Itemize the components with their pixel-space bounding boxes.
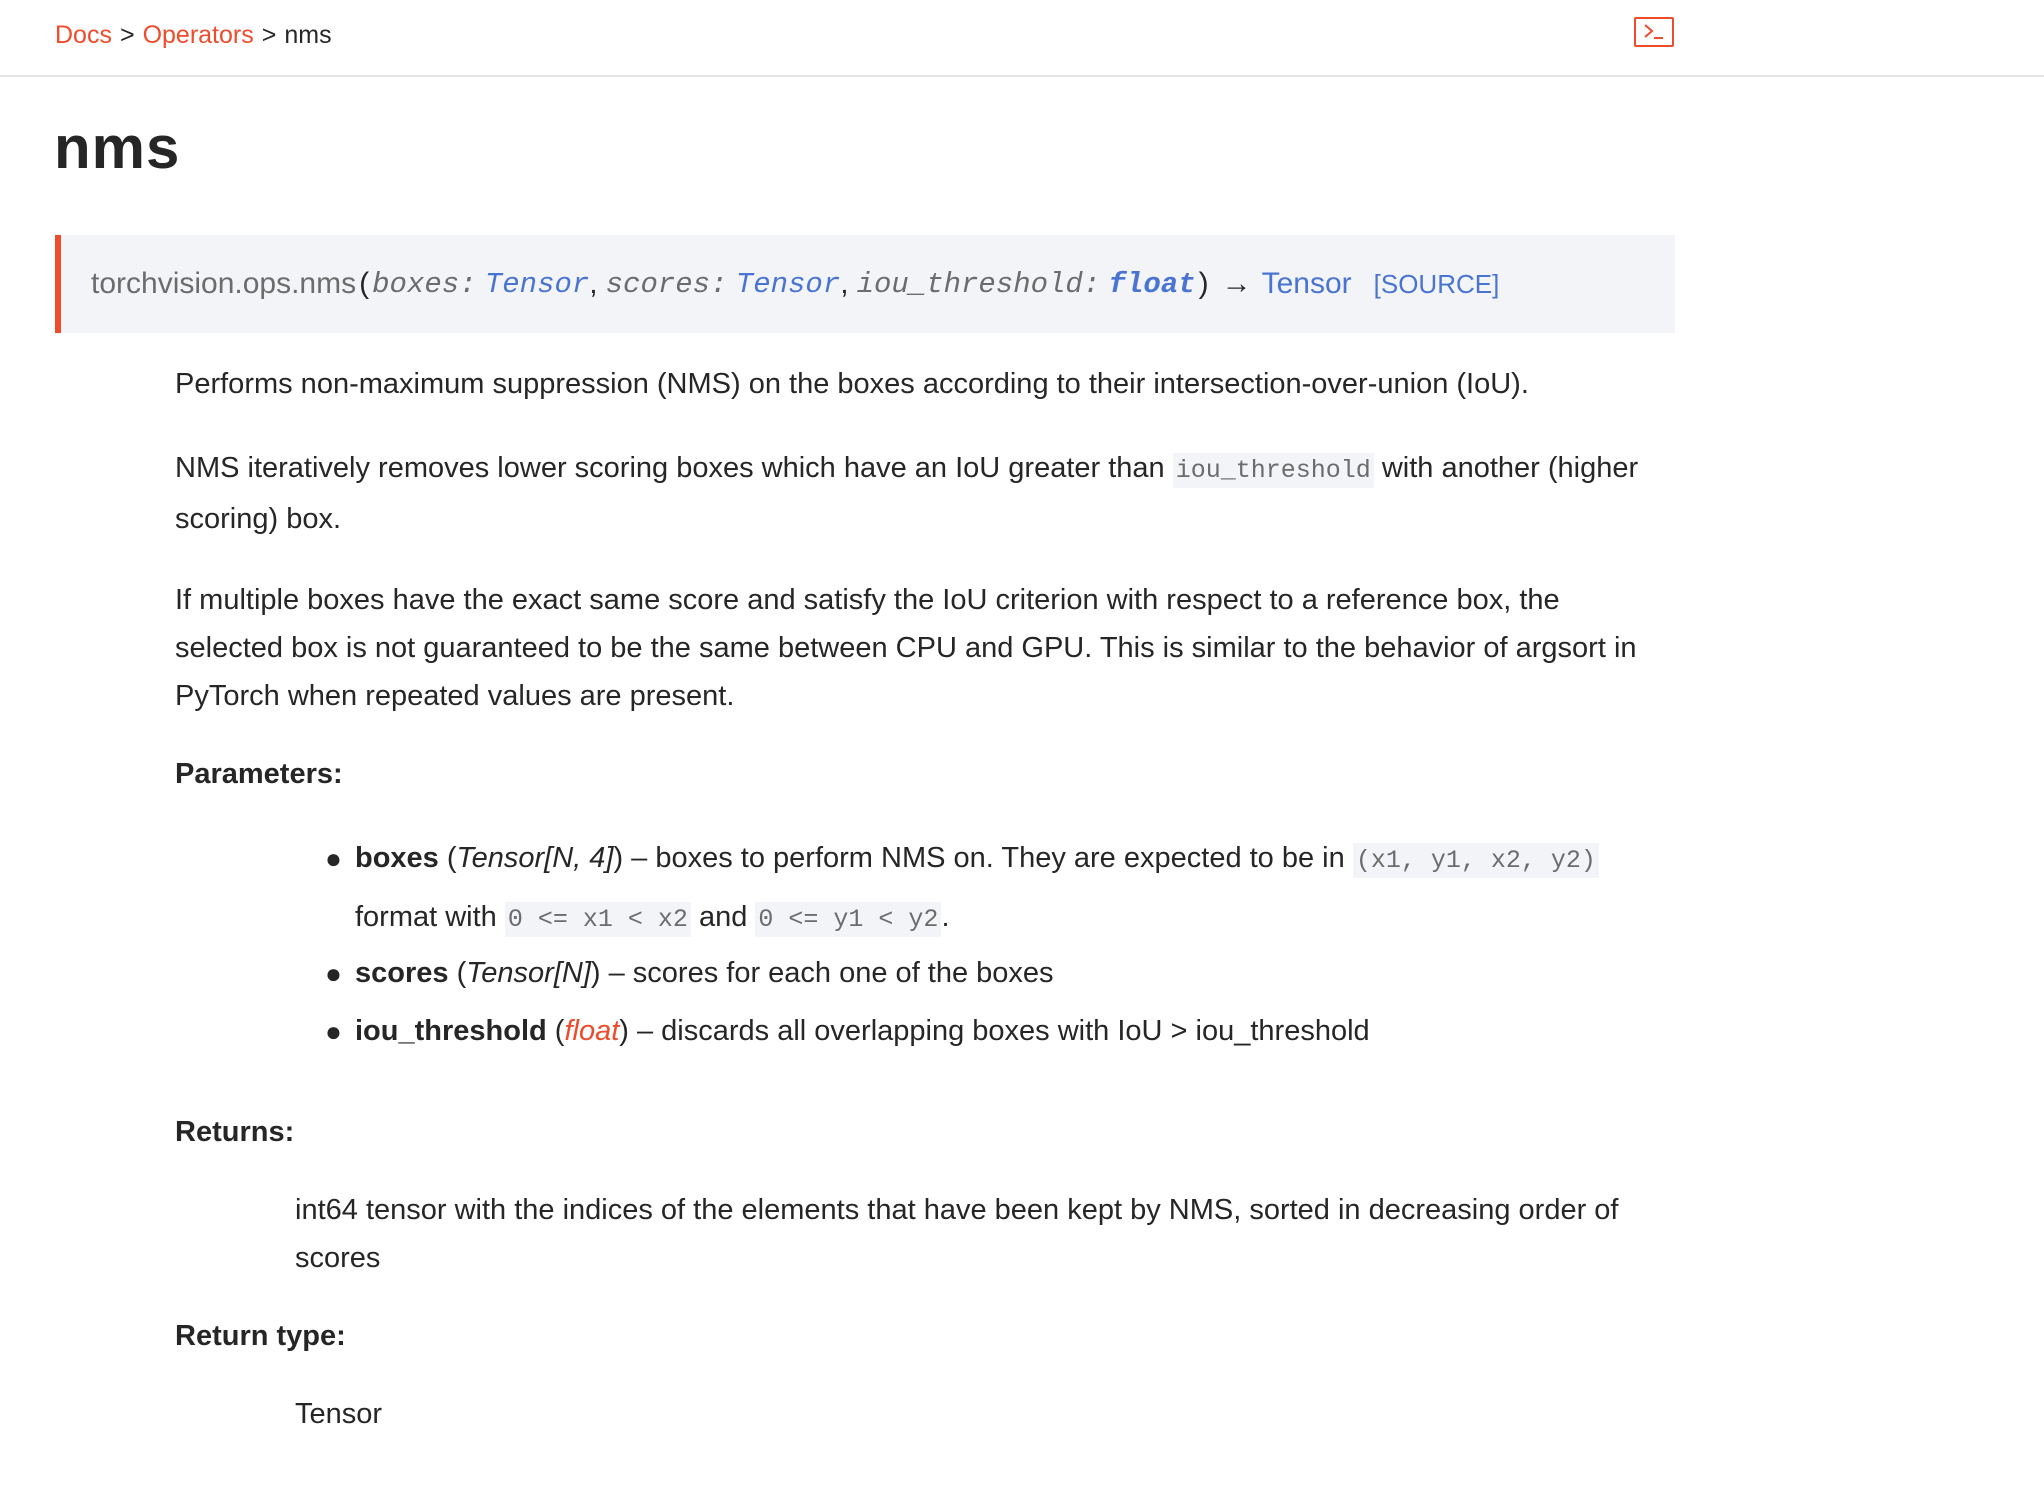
returns-description: int64 tensor with the indices of the elements that have been kept by NMS, sorted in decreasing order of scores [295,1194,1619,1274]
parameter-type-link[interactable]: float [564,1015,620,1047]
parameter-open-paren: ( [546,1015,565,1047]
parameter-description: ) – boxes to perform NMS on. They are expected to be in [613,842,1353,874]
inline-code: 0 <= x1 < x2 [505,902,691,937]
parameter-open-paren: ( [438,842,457,874]
parameter-name: boxes [355,842,439,874]
parameter-item [325,1003,1675,1060]
parameters-label: Parameters: [175,758,343,790]
signature-param-type-link[interactable]: Tensor [484,267,590,301]
top-bar [0,0,2044,77]
parameter-description: ) – scores for each one of the boxes [590,957,1054,989]
breadcrumb-separator: > [261,21,277,49]
signature-prefix: torchvision.ops.nms [91,267,357,300]
parameter-open-paren: ( [448,957,467,989]
breadcrumb [55,20,332,50]
signature-return-type-link[interactable]: Tensor [1261,267,1352,300]
description-paragraph: Performs non-maximum suppression (NMS) on the boxes according to their intersection-over-union (IoU). [175,368,1529,400]
return-arrow: → [1221,267,1252,300]
parameter-type: Tensor [456,842,545,874]
breadcrumb-separator: > [119,21,135,49]
signature-param-name: boxes: [372,267,477,301]
terminal-icon[interactable] [1634,17,1674,47]
parameter-description: . [941,901,950,933]
source-link[interactable]: [SOURCE] [1373,268,1500,299]
description-paragraph [175,444,1675,543]
signature-comma: , [840,267,849,300]
parameter-item [325,945,1675,1002]
parameter-type: Tensor [466,957,554,989]
parameter-description: ) – discards all overlapping boxes with IoU > iou_threshold [619,1015,1370,1047]
signature-comma: , [589,267,598,300]
breadcrumb-operators-link[interactable]: Operators [142,21,254,49]
breadcrumb-docs-link[interactable]: Docs [55,21,112,49]
bullet-icon: ● [325,843,342,874]
inline-code: 0 <= y1 < y2 [755,902,941,937]
parameter-type-dims: [N, 4] [544,842,614,874]
parameter-description: and [690,901,756,933]
signature-open-paren: ( [359,267,370,300]
inline-code: iou_threshold [1173,453,1374,488]
signature-param-name: iou_threshold: [856,267,1101,301]
signature-close-paren: ) [1198,267,1209,300]
parameter-name: iou_threshold [355,1015,547,1047]
bullet-icon: ● [325,958,342,989]
function-signature [55,235,1675,333]
description-text: NMS iteratively removes lower scoring boxes which have an IoU greater than [175,452,1173,484]
parameter-description: format with [355,901,505,933]
return-type-value: Tensor [295,1398,383,1430]
parameter-type-dims: [N] [553,957,591,989]
bullet-icon: ● [325,1016,342,1047]
inline-code: (x1, y1, x2, y2) [1353,843,1599,878]
description-text: with another (higher scoring) box. [175,452,1639,535]
signature-param-name: scores: [605,267,728,301]
returns-label: Returns: [175,1116,295,1148]
page-title: nms [54,114,181,181]
description-paragraph: If multiple boxes have the exact same score and satisfy the IoU criterion with respect to a reference box, the selected box is not guaranteed to be the same between CPU and GPU. This is similar to the behavior of argsort in PyTorch when repeated values are present. [175,584,1637,712]
parameter-item [325,830,1675,948]
signature-param-type-link[interactable]: float [1108,267,1196,301]
parameter-name: scores [355,957,449,989]
return-type-label: Return type: [175,1320,346,1352]
signature-param-type-link[interactable]: Tensor [735,267,841,301]
breadcrumb-current: nms [284,21,332,49]
